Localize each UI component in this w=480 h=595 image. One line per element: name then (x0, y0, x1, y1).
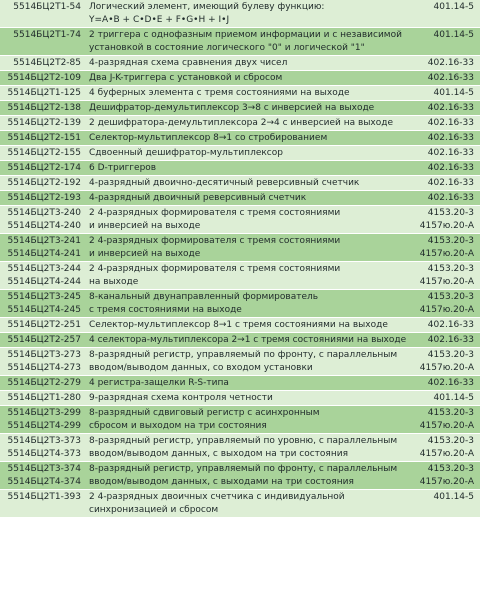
part-number-cell-line: 5514БЦ2Т1-74 (13, 30, 81, 40)
part-number-cell (0, 206, 86, 233)
description-cell (86, 28, 408, 55)
package-cell (408, 318, 480, 332)
table-row (0, 348, 480, 376)
table-row (0, 28, 480, 56)
package-cell-line: 4157ю.20-А (419, 221, 474, 231)
part-number-cell-line: 5514БЦ2Т2-174 (7, 163, 81, 173)
part-number-cell-line: 5514БЦ2Т2-138 (7, 103, 81, 113)
description-cell (86, 333, 408, 347)
package-cell (408, 348, 480, 375)
package-cell-line: 4157ю.20-А (419, 449, 474, 459)
table-row (0, 176, 480, 191)
part-number-cell (0, 86, 86, 100)
table-row (0, 71, 480, 86)
table-row (0, 56, 480, 71)
description-cell-line: 6 D-триггеров (89, 163, 157, 173)
part-number-cell (0, 176, 86, 190)
description-cell (86, 131, 408, 145)
package-cell (408, 101, 480, 115)
description-cell (86, 176, 408, 190)
package-cell (408, 0, 480, 27)
description-cell (86, 0, 408, 27)
package-cell-line: 4157ю.20-А (419, 477, 474, 487)
table-row (0, 116, 480, 131)
description-cell-line: Селектор-мультиплексор 8→1 с тремя состояниями на выходе (89, 320, 388, 330)
part-number-cell-line: 5514БЦ2Т4-299 (7, 421, 81, 431)
description-cell (86, 234, 408, 261)
part-number-cell (0, 0, 86, 27)
part-number-cell (0, 333, 86, 347)
part-number-cell (0, 56, 86, 70)
description-cell-line: 8-разрядный регистр, управляемый по фронту, с параллельным (89, 350, 398, 360)
description-cell-line: вводом/выводом данных, со входом установки (89, 363, 313, 373)
table-row (0, 318, 480, 333)
part-number-cell-line: 5514БЦ2Т2-109 (7, 73, 81, 83)
description-cell (86, 462, 408, 489)
package-cell-line: 401.14-5 (433, 88, 474, 98)
description-cell-line: Два J-K-триггера с установкой и сбросом (89, 73, 283, 83)
package-cell-line: 402.16-33 (427, 58, 474, 68)
package-cell (408, 333, 480, 347)
part-number-cell-line: 5514БЦ2Т3-240 (7, 208, 81, 218)
package-cell-line: 4153.20-3 (427, 292, 474, 302)
description-cell (86, 161, 408, 175)
package-cell (408, 161, 480, 175)
package-cell (408, 206, 480, 233)
table-row (0, 101, 480, 116)
part-number-cell-line (0, 42, 81, 55)
package-cell-line: 402.16-33 (427, 378, 474, 388)
part-number-cell-line: 5514БЦ2Т3-374 (7, 464, 81, 474)
description-cell-line: 4-разрядный двоичный реверсивный счетчик (89, 193, 307, 203)
description-cell-line: 8-канальный двунаправленный формирователь (89, 292, 319, 302)
part-number-cell-line: 5514БЦ2Т1-393 (7, 492, 81, 502)
package-cell-line: 402.16-33 (427, 148, 474, 158)
description-cell-line: Логический элемент, имеющий булеву функцию: (89, 2, 325, 12)
part-number-cell (0, 131, 86, 145)
part-number-cell (0, 71, 86, 85)
table-row (0, 376, 480, 391)
package-cell-line: 402.16-33 (427, 73, 474, 83)
description-cell-line: Сдвоенный дешифратор-мультиплексор (89, 148, 283, 158)
package-cell (408, 462, 480, 489)
package-cell (408, 176, 480, 190)
description-cell (86, 391, 408, 405)
description-cell-line: 8-разрядный регистр, управляемый по фронту, с параллельным (89, 464, 398, 474)
description-cell-line: 2 4-разрядных формирователя с тремя состояниями (89, 236, 341, 246)
package-cell (408, 56, 480, 70)
package-cell-line: 4153.20-3 (427, 236, 474, 246)
part-number-cell (0, 234, 86, 261)
package-cell-line: 4153.20-3 (427, 264, 474, 274)
package-cell-line: 402.16-33 (427, 118, 474, 128)
description-cell-line: Y=A•B + C•D•E + F•G•H + I•J (89, 15, 230, 25)
package-cell-line: 4153.20-3 (427, 464, 474, 474)
part-number-cell-line: 5514БЦ2Т3-273 (7, 350, 81, 360)
part-number-cell-line: 5514БЦ2Т2-155 (7, 148, 81, 158)
description-cell-line: на выходе (89, 277, 139, 287)
part-number-cell-line: 5514БЦ2Т2-193 (7, 193, 81, 203)
package-cell (408, 290, 480, 317)
table-row (0, 0, 480, 28)
part-number-cell-line: 5514БЦ2Т2-139 (7, 118, 81, 128)
package-cell-line: 402.16-33 (427, 103, 474, 113)
description-cell-line: сбросом и выходом на три состояния (89, 421, 267, 431)
package-cell (408, 146, 480, 160)
package-cell (408, 234, 480, 261)
description-cell-line: 2 дешифратора-демультиплексора 2→4 с инверсией на выходе (89, 118, 394, 128)
table-row (0, 206, 480, 234)
package-cell-line: 4153.20-3 (427, 350, 474, 360)
description-cell-line: вводом/выводом данных, с выходом на три состояния (89, 449, 348, 459)
description-cell-line: 8-разрядный сдвиговый регистр с асинхронным (89, 408, 320, 418)
part-number-cell (0, 262, 86, 289)
table-row (0, 434, 480, 462)
description-cell-line: и инверсией на выходе (89, 221, 201, 231)
package-cell-line: 401.14-5 (433, 393, 474, 403)
description-cell (86, 86, 408, 100)
part-number-cell (0, 146, 86, 160)
description-cell (86, 116, 408, 130)
description-cell (86, 206, 408, 233)
description-cell (86, 348, 408, 375)
description-cell (86, 146, 408, 160)
description-cell-line: 9-разрядная схема контроля четности (89, 393, 273, 403)
package-cell (408, 376, 480, 390)
table-row (0, 146, 480, 161)
table-row (0, 333, 480, 348)
description-cell (86, 56, 408, 70)
description-cell (86, 191, 408, 205)
description-cell (86, 290, 408, 317)
description-cell (86, 406, 408, 433)
description-cell-line: 2 4-разрядных двоичных счетчика с индивидуальной (89, 492, 345, 502)
table-row (0, 262, 480, 290)
description-cell-line: 4-разрядный двоично-десятичный реверсивный счетчик (89, 178, 360, 188)
package-cell-line: 4153.20-3 (427, 208, 474, 218)
table-row (0, 191, 480, 206)
part-number-cell-line: 5514БЦ2Т2-192 (7, 178, 81, 188)
part-number-cell-line: 5514БЦ2Т4-374 (7, 477, 81, 487)
package-cell (408, 262, 480, 289)
part-number-cell-line: 5514БЦ2Т2-151 (7, 133, 81, 143)
table-row (0, 290, 480, 318)
part-number-cell (0, 116, 86, 130)
description-cell-line: установкой в состояние логического "0" и логической "1" (89, 43, 365, 53)
part-number-cell-line: 5514БЦ2Т4-373 (7, 449, 81, 459)
part-number-cell-line: 5514БЦ2Т2-85 (13, 58, 81, 68)
part-number-cell-line: 5514БЦ2Т4-273 (7, 363, 81, 373)
description-cell (86, 101, 408, 115)
package-cell-line: 4157ю.20-А (419, 363, 474, 373)
description-cell (86, 490, 408, 517)
part-number-cell-line: 5514БЦ2Т4-240 (7, 221, 81, 231)
table-row (0, 131, 480, 146)
part-number-cell-line: 5514БЦ2Т1-280 (7, 393, 81, 403)
part-number-cell-line: 5514БЦ2Т2-251 (7, 320, 81, 330)
part-number-cell-line: 5514БЦ2Т2-279 (7, 378, 81, 388)
package-cell-line: 402.16-33 (427, 178, 474, 188)
description-cell-line: 4-разрядная схема сравнения двух чисел (89, 58, 288, 68)
table-row (0, 86, 480, 101)
part-number-cell-line: 5514БЦ2Т3-244 (7, 264, 81, 274)
description-cell-line: вводом/выводом данных, с выходами на три состояния (89, 477, 354, 487)
table-row (0, 161, 480, 176)
part-number-cell (0, 348, 86, 375)
package-cell-line: 402.16-33 (427, 193, 474, 203)
description-cell-line: и инверсией на выходе (89, 249, 201, 259)
package-cell (408, 86, 480, 100)
description-cell-line: 4 регистра-защелки R-S-типа (89, 378, 229, 388)
part-number-cell (0, 101, 86, 115)
package-cell-line: 402.16-33 (427, 320, 474, 330)
package-cell-line: 401.14-5 (433, 30, 474, 40)
part-number-cell-line: 5514БЦ2Т2-257 (7, 335, 81, 345)
part-number-cell-line: 5514БЦ2Т1-125 (7, 88, 81, 98)
package-cell-line: 4157ю.20-А (419, 249, 474, 259)
table-row (0, 391, 480, 406)
description-cell-line: синхронизацией и сбросом (89, 505, 219, 515)
description-cell (86, 376, 408, 390)
package-cell (408, 391, 480, 405)
package-cell (408, 406, 480, 433)
description-cell (86, 318, 408, 332)
package-cell-line (408, 14, 474, 27)
package-cell-line: 402.16-33 (427, 163, 474, 173)
package-cell (408, 71, 480, 85)
part-number-cell (0, 28, 86, 55)
description-cell-line: Дешифратор-демультиплексор 3→8 с инверсией на выходе (89, 103, 375, 113)
description-cell-line: с тремя состояниями на выходе (89, 305, 242, 315)
description-cell (86, 434, 408, 461)
part-number-cell-line: 5514БЦ2Т4-244 (7, 277, 81, 287)
part-number-cell-line: 5514БЦ2Т3-241 (7, 236, 81, 246)
package-cell (408, 116, 480, 130)
package-cell-line: 4157ю.20-А (419, 305, 474, 315)
part-number-cell (0, 318, 86, 332)
part-number-cell-line: 5514БЦ2Т1-54 (13, 2, 81, 12)
description-cell-line: 2 триггера с однофазным приемом информации и с независимой (89, 30, 402, 40)
part-number-cell (0, 406, 86, 433)
package-cell-line: 4157ю.20-А (419, 277, 474, 287)
package-cell-line: 4153.20-3 (427, 436, 474, 446)
table-row (0, 406, 480, 434)
package-cell (408, 28, 480, 55)
part-number-cell (0, 434, 86, 461)
table-row (0, 490, 480, 518)
package-cell (408, 490, 480, 517)
package-cell-line: 401.14-5 (433, 2, 474, 12)
part-number-cell (0, 290, 86, 317)
description-cell (86, 71, 408, 85)
package-cell (408, 434, 480, 461)
package-cell-line: 402.16-33 (427, 133, 474, 143)
package-cell-line: 402.16-33 (427, 335, 474, 345)
part-number-cell-line: 5514БЦ2Т3-245 (7, 292, 81, 302)
description-cell-line: 2 4-разрядных формирователя с тремя состояниями (89, 264, 341, 274)
part-number-cell-line: 5514БЦ2Т3-373 (7, 436, 81, 446)
part-number-cell (0, 490, 86, 517)
package-cell-line: 4153.20-3 (427, 408, 474, 418)
part-number-cell-line (0, 14, 81, 27)
package-cell-line: 401.14-5 (433, 492, 474, 502)
description-cell-line: 4 селектора-мультиплексора 2→1 с тремя состояниями на выходе (89, 335, 407, 345)
description-cell-line: Селектор-мультиплексор 8→1 со стробированием (89, 133, 328, 143)
package-cell-line (408, 504, 474, 517)
part-number-cell (0, 376, 86, 390)
package-cell-line: 4157ю.20-А (419, 421, 474, 431)
part-number-cell (0, 191, 86, 205)
package-cell (408, 131, 480, 145)
part-number-cell-line (0, 504, 81, 517)
part-number-cell-line: 5514БЦ2Т3-299 (7, 408, 81, 418)
table-row (0, 462, 480, 490)
description-cell (86, 262, 408, 289)
description-cell-line: 2 4-разрядных формирователя с тремя состояниями (89, 208, 341, 218)
description-cell-line: 4 буферных элемента с тремя состояниями на выходе (89, 88, 350, 98)
package-cell (408, 191, 480, 205)
part-number-cell (0, 161, 86, 175)
part-number-cell-line: 5514БЦ2Т4-241 (7, 249, 81, 259)
table-row (0, 234, 480, 262)
package-cell-line (408, 42, 474, 55)
part-number-cell (0, 391, 86, 405)
description-cell-line: 8-разрядный регистр, управляемый по уровню, с параллельным (89, 436, 398, 446)
part-number-cell (0, 462, 86, 489)
part-number-cell-line: 5514БЦ2Т4-245 (7, 305, 81, 315)
